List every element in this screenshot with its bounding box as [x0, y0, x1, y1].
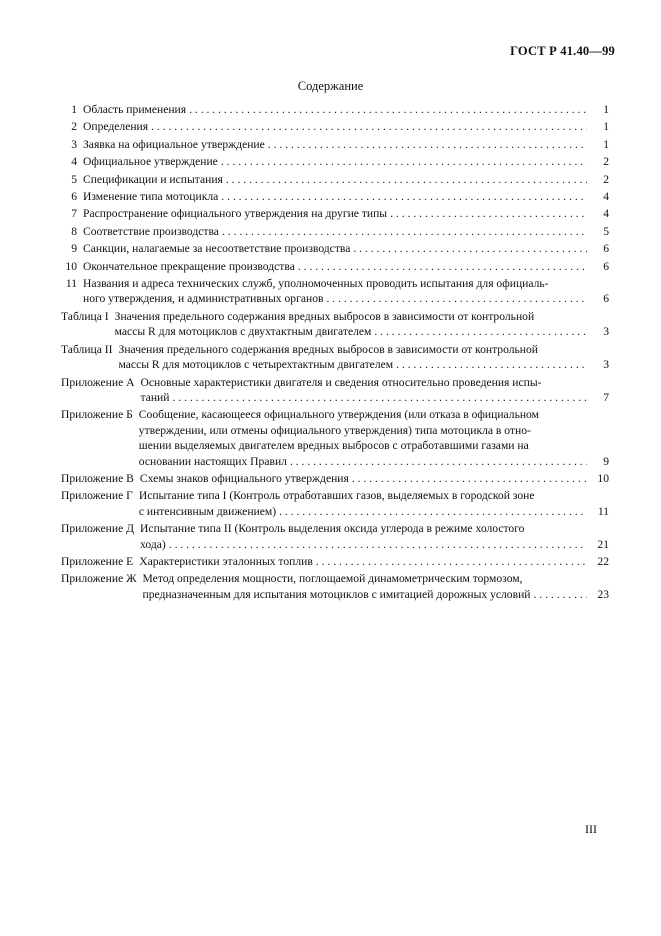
toc-entry-number: Приложение Е [61, 554, 134, 568]
toc-entry[interactable] [61, 471, 609, 486]
toc-entry-page: 3 [603, 358, 609, 372]
toc-entry-number: Приложение Б [61, 408, 133, 422]
dot-leader [186, 102, 587, 117]
dot-leader [313, 554, 587, 569]
toc-entry-page: 1 [603, 137, 609, 151]
toc-entry-title: предназначенным для испытания мотоциклов с имитацией дорожных условий [142, 587, 531, 601]
toc-entry-number: 5 [71, 172, 77, 186]
toc-entry-title: Основные характеристики двигателя и сведения относительно проведения испы- [140, 375, 542, 389]
toc-entry[interactable] [61, 375, 609, 406]
dot-leader [219, 224, 587, 239]
toc-entry-title: хода) [140, 537, 166, 551]
toc-entry[interactable] [61, 119, 609, 134]
dot-leader [393, 357, 587, 372]
toc-entry[interactable] [61, 241, 609, 256]
toc-entry[interactable] [61, 554, 609, 569]
toc-entry-title: Область применения [83, 103, 187, 116]
toc-entry-number: 2 [71, 120, 77, 134]
toc-entry[interactable] [61, 488, 609, 519]
dot-leader [371, 324, 587, 339]
toc-entry-title: Схемы знаков официального утверждения [139, 471, 349, 485]
toc-entry-page: 1 [603, 103, 609, 116]
dot-leader [287, 454, 587, 469]
dot-leader [265, 137, 587, 152]
toc-entry-page: 2 [603, 172, 609, 186]
toc-entry-title: Испытание типа I (Контроль отработавших газов, выделяемых в городской зоне [138, 489, 535, 503]
dot-leader [148, 119, 587, 134]
toc-entry-number: Таблица I [61, 309, 109, 323]
dot-leader [166, 537, 587, 552]
toc-entry-page: 7 [603, 390, 609, 404]
toc-entry-title: Распространение официального утверждения на другие типы [83, 207, 388, 221]
toc-entry[interactable] [61, 206, 609, 221]
dot-leader [169, 390, 587, 405]
toc-entry[interactable] [61, 259, 609, 274]
toc-entry-page: 9 [603, 454, 609, 468]
toc-entry[interactable] [61, 189, 609, 204]
toc-entry-title: ного утверждения, и административных органов [83, 292, 324, 306]
dot-leader [349, 471, 587, 486]
toc-entry-page: 22 [597, 554, 609, 568]
toc-entry-page: 6 [603, 292, 609, 306]
dot-leader [387, 206, 587, 221]
dot-leader [350, 241, 587, 256]
toc-entry[interactable] [61, 342, 609, 373]
toc-entry-number: Приложение В [61, 471, 134, 485]
toc-entry-number: 7 [71, 207, 77, 221]
toc-entry[interactable] [61, 154, 609, 169]
dot-leader [218, 189, 587, 204]
toc-entry-title: шении выделяемых двигателем вредных выбросов с отработавшими газами на [138, 439, 529, 453]
toc-entry-page: 5 [603, 224, 609, 238]
toc-entry-title: Окончательное прекращение производства [83, 259, 295, 273]
toc-entry-title: таний [140, 390, 170, 404]
toc-entry-title: массы R для мотоциклов с двухтактным двигателем [114, 325, 372, 339]
toc-entry-title: Спецификации и испытания [83, 172, 223, 186]
dot-leader [531, 587, 588, 602]
toc-entry-page: 11 [597, 504, 609, 518]
toc-entry-page: 21 [597, 537, 609, 551]
toc-entry-number: 9 [71, 242, 77, 256]
toc-entry-number: 8 [71, 224, 77, 238]
toc-entry-title: Определения [83, 120, 149, 134]
dot-leader [276, 504, 587, 519]
toc-entry-page: 4 [603, 207, 609, 221]
toc-entry-number: 11 [65, 277, 77, 291]
toc-entry-title: Санкции, налагаемые за несоответствие производства [83, 242, 351, 256]
toc-entry-number: Приложение А [61, 375, 135, 389]
dot-leader [223, 172, 587, 187]
toc-entry[interactable] [61, 521, 609, 552]
toc-entry-number: 4 [71, 155, 77, 169]
toc-entry-title: основании настоящих Правил [138, 454, 287, 468]
toc-entry-title: с интенсивным движением) [138, 504, 277, 518]
toc-entry-page: 23 [597, 587, 609, 601]
document-code: ГОСТ Р 41.40—99 [510, 44, 615, 58]
toc-entry-title: Значения предельного содержания вредных выбросов в зависимости от контрольной [114, 309, 535, 323]
toc-entry-page: 6 [603, 259, 609, 273]
dot-leader [218, 154, 587, 169]
toc-entry-number: 3 [71, 137, 77, 151]
dot-leader [323, 291, 587, 306]
toc-entry-title: Сообщение, касающееся официального утверждения (или отказа в официальном [138, 408, 539, 422]
dot-leader [295, 259, 587, 274]
toc-entry-title: Официальное утверждение [83, 155, 218, 169]
toc-entry-title: массы R для мотоциклов с четырехтактным двигателем [118, 358, 394, 372]
page-title: Содержание [297, 79, 364, 93]
toc-entry[interactable] [61, 172, 609, 187]
toc-entry[interactable] [61, 102, 609, 117]
toc-entry-title: Названия и адреса технических служб, уполномоченных проводить испытания для официаль- [83, 277, 549, 291]
toc-entry-number: Приложение Ж [61, 572, 137, 586]
toc-entry-page: 4 [603, 190, 609, 204]
toc-entry-number: Таблица II [61, 342, 113, 356]
toc-entry[interactable] [61, 407, 609, 469]
toc-entry-title: Испытание типа II (Контроль выделения оксида углерода в режиме холостого [140, 522, 525, 536]
toc-entry[interactable] [61, 137, 609, 152]
toc-entry-page: 2 [603, 155, 609, 169]
toc-entry-page: 3 [603, 325, 609, 339]
toc-entry-title: Значения предельного содержания вредных выбросов в зависимости от контрольной [118, 342, 539, 356]
toc-entry-number: 1 [71, 103, 77, 116]
toc-entry-title: Изменение типа мотоцикла [83, 190, 219, 204]
toc-entry-title: Метод определения мощности, поглощаемой динамометрическим тормозом, [142, 572, 523, 586]
toc-entry[interactable] [61, 571, 609, 602]
toc-entry-number: Приложение Д [61, 522, 135, 536]
toc-entry-title: Заявка на официальное утверждение [83, 137, 265, 151]
toc-entry[interactable] [61, 309, 609, 340]
toc-entry[interactable] [61, 224, 609, 239]
toc-entry-title: утверждении, или отмены официального утверждения) типа мотоцикла в отно- [138, 423, 531, 437]
toc-entry-number: 10 [65, 259, 77, 273]
toc-entry-number: Приложение Г [61, 489, 133, 503]
table-of-contents [61, 102, 609, 604]
toc-entry[interactable] [61, 276, 609, 307]
toc-entry-page: 1 [603, 120, 609, 134]
toc-entry-title: Характеристики эталонных топлив [139, 554, 313, 568]
toc-entry-number: 6 [71, 190, 77, 204]
toc-entry-title: Соответствие производства [83, 224, 219, 238]
toc-entry-page: 6 [603, 242, 609, 256]
page-number: III [585, 822, 597, 836]
toc-entry-page: 10 [597, 471, 609, 485]
